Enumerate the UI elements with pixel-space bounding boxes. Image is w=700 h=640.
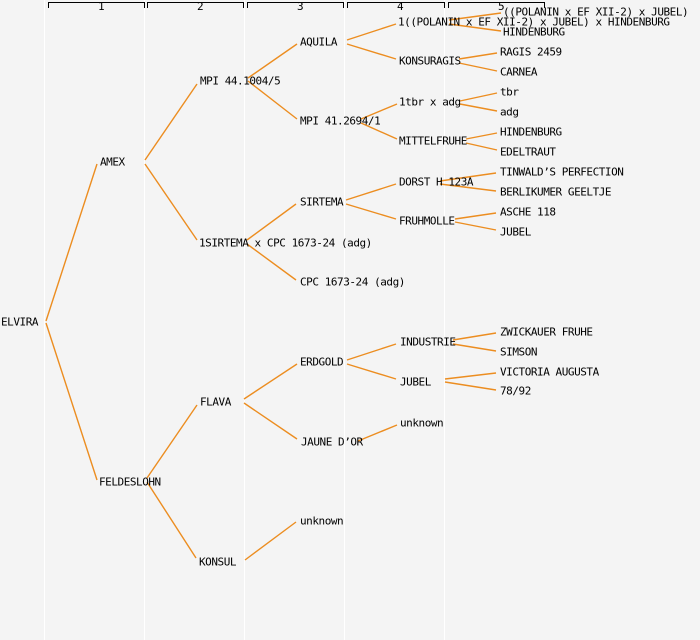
pedigree-node-78-92: 78/92 — [500, 384, 531, 398]
pedigree-node-flava: FLAVA — [200, 395, 231, 409]
pedigree-node-hindenburg: HINDENBURG — [500, 125, 562, 139]
generation-label: 2 — [197, 0, 204, 13]
pedigree-edge — [46, 323, 97, 480]
pedigree-node-cpc-1673-24-adg: CPC 1673-24 (adg) — [300, 275, 405, 289]
generation-label: 4 — [397, 0, 404, 13]
pedigree-node-jaune-d-or: JAUNE D’OR — [301, 435, 363, 449]
pedigree-node-feldeslohn: FELDESLOHN — [99, 475, 161, 489]
pedigree-node-dorst-h-123a: DORST H 123A — [399, 175, 474, 189]
generation-label: 1 — [98, 0, 105, 13]
pedigree-node-tinwald-s-perfection: TINWALD’S PERFECTION — [500, 165, 624, 179]
pedigree-node-mittelfruhe: MITTELFRUHE — [399, 134, 467, 148]
pedigree-node-carnea: CARNEA — [500, 65, 538, 79]
pedigree-node-mpi-41-2694-1: MPI 41.2694/1 — [300, 114, 381, 128]
pedigree-edge — [466, 133, 497, 139]
pedigree-edge — [145, 84, 197, 160]
pedigree-node-unknown: unknown — [300, 514, 344, 528]
pedigree-node-simson: SIMSON — [500, 345, 538, 359]
pedigree-node-elvira: ELVIRA — [1, 315, 39, 329]
pedigree-edge — [459, 63, 497, 71]
pedigree-node-jubel: JUBEL — [500, 225, 531, 239]
pedigree-node-jubel: JUBEL — [400, 375, 431, 389]
pedigree-edge — [453, 344, 496, 351]
pedigree-node-adg: adg — [500, 105, 519, 119]
pedigree-node-amex: AMEX — [100, 155, 125, 169]
generation-label: 3 — [297, 0, 304, 13]
pedigree-node-fruhmolle: FRUHMOLLE — [399, 214, 455, 228]
pedigree-node-sirtema: SIRTEMA — [300, 195, 344, 209]
pedigree-edge — [248, 44, 297, 78]
pedigree-node-1tbr-x-adg: 1tbr x adg — [399, 95, 461, 109]
pedigree-edge — [459, 53, 497, 59]
pedigree-edge — [244, 364, 297, 399]
generation-bracket — [48, 2, 145, 8]
pedigree-edge — [460, 104, 497, 111]
pedigree-node-unknown: unknown — [400, 416, 444, 430]
pedigree-node-1sirtema-x-cpc-1673-24-adg: 1SIRTEMA x CPC 1673-24 (adg) — [199, 236, 372, 250]
pedigree-edge — [347, 344, 396, 360]
pedigree-node-industrie: INDUSTRIE — [400, 335, 456, 349]
pedigree-node-asche-118: ASCHE 118 — [500, 205, 556, 219]
pedigree-node-ragis-2459: RAGIS 2459 — [500, 45, 562, 59]
pedigree-node-polanin-x-ef-xii-2-x-jubel: ((POLANIN x EF XII-2) x JUBEL) — [503, 5, 689, 19]
pedigree-edge — [455, 213, 496, 219]
generation-bracket — [147, 2, 244, 8]
pedigree-node-mpi-44-1004-5: MPI 44.1004/5 — [200, 74, 281, 88]
pedigree-node-edeltraut: EDELTRAUT — [500, 145, 556, 159]
pedigree-node-berlikumer-geeltje: BERLIKUMER GEELTJE — [500, 185, 612, 199]
pedigree-node-victoria-augusta: VICTORIA AUGUSTA — [500, 365, 599, 379]
pedigree-edge — [245, 522, 296, 560]
pedigree-edge — [247, 204, 296, 240]
pedigree-edge — [453, 333, 496, 340]
pedigree-edge — [147, 405, 197, 478]
pedigree-node-hindenburg: HINDENBURG — [503, 25, 565, 39]
pedigree-edge — [445, 382, 496, 390]
pedigree-node-zwickauer-fruhe: ZWICKAUER FRUHE — [500, 325, 593, 339]
pedigree-edge — [455, 222, 496, 230]
pedigree-edge — [466, 143, 497, 150]
pedigree-edge — [347, 364, 396, 379]
pedigree-edge — [460, 93, 497, 101]
pedigree-edge — [347, 44, 396, 59]
pedigree-edge — [244, 403, 297, 439]
pedigree-node-erdgold: ERDGOLD — [300, 355, 344, 369]
generation-bracket — [347, 2, 445, 8]
pedigree-node-konsuragis: KONSURAGIS — [399, 54, 461, 68]
pedigree-edge — [346, 184, 396, 200]
pedigree-edge — [347, 24, 396, 40]
pedigree-edge — [145, 164, 197, 240]
pedigree-edge — [445, 373, 496, 379]
pedigree-edge — [147, 482, 196, 558]
pedigree-node-tbr: tbr — [500, 85, 519, 99]
generation-label: 5 — [498, 0, 505, 13]
pedigree-edge — [358, 425, 397, 441]
pedigree-node-1-polanin-x-ef-xii-2-x-jubel-x-hindenburg: 1((POLANIN x EF XII-2) x JUBEL) x HINDENBURG — [398, 15, 670, 29]
pedigree-node-aquila: AQUILA — [300, 35, 338, 49]
pedigree-edge — [46, 164, 97, 321]
pedigree-node-konsul: KONSUL — [199, 555, 237, 569]
generation-bracket — [247, 2, 344, 8]
pedigree-edge — [346, 204, 396, 219]
